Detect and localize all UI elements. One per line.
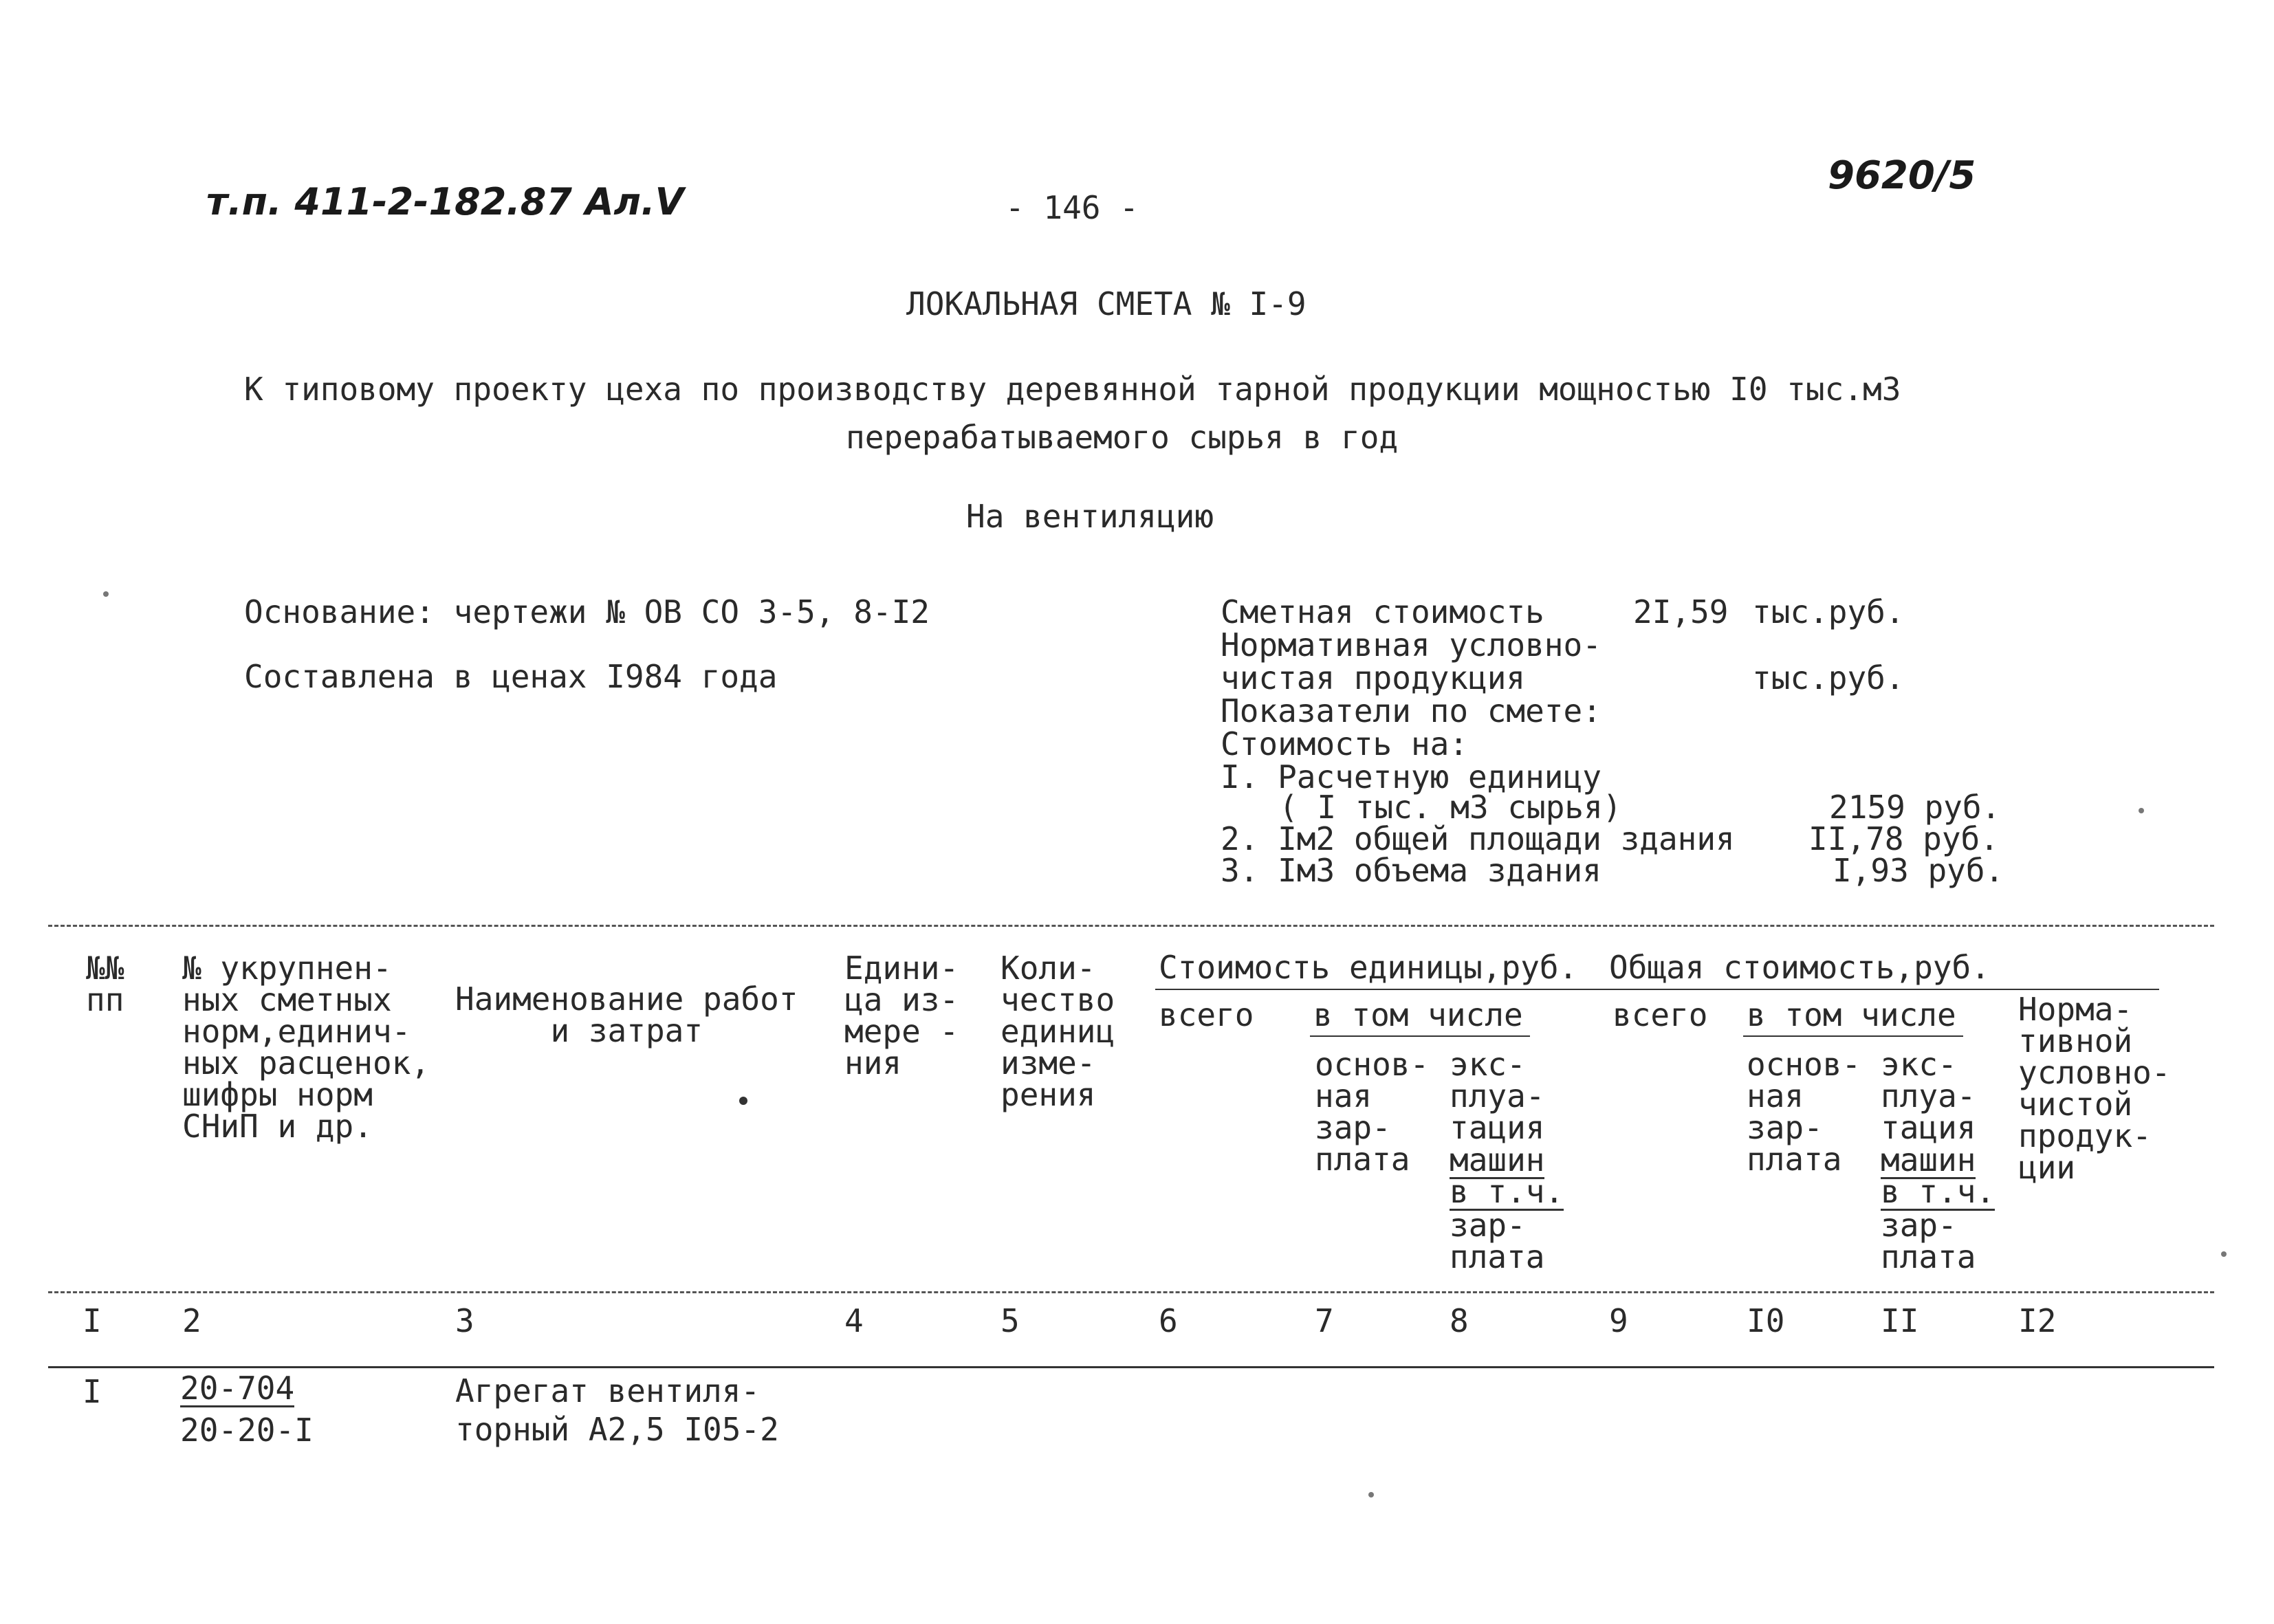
- scan-speck: [103, 591, 109, 597]
- header-unit-including: в том числе: [1313, 996, 1523, 1033]
- header-unit-machines-incl: в т.ч.: [1450, 1173, 1564, 1210]
- header-unit: Едини- ца из- мере - ния: [844, 950, 959, 1082]
- header-total-machines-salary: зар- плата: [1881, 1207, 1976, 1275]
- header-unit-base-salary: основ- ная зар- плата: [1315, 1046, 1430, 1178]
- header-total-base-salary: основ- ная зар- плата: [1747, 1046, 1861, 1178]
- header-total-cost-group: Общая стоимость,руб.: [1609, 949, 1990, 986]
- cost-group-rule: [1155, 989, 2159, 990]
- column-number: I0: [1747, 1302, 1785, 1339]
- header-total-machines-top: экс- плуа- тация: [1881, 1046, 1976, 1146]
- header-unit-machines: машин: [1450, 1141, 1545, 1178]
- norm-product-label-2: чистая продукция: [1221, 659, 1526, 696]
- basis-drawings: Основание: чертежи № ОВ СО 3-5, 8-I2: [244, 593, 930, 630]
- price-basis: Составлена в ценах I984 года: [244, 658, 778, 695]
- indicator-3-value: I,93 руб.: [1833, 852, 2004, 889]
- header-work-name: Наименование работ и затрат: [455, 980, 798, 1049]
- object-name: На вентиляцию: [966, 498, 1214, 535]
- row-number: I: [83, 1373, 102, 1410]
- table-top-rule: [48, 925, 2214, 927]
- column-number: II: [1881, 1302, 1919, 1339]
- unit-including-rule: [1310, 1035, 1530, 1037]
- header-norm-product: Норма- тивной условно- чистой продук- ции: [2018, 991, 2171, 1186]
- row-code-bottom: 20-20-I: [180, 1412, 314, 1449]
- project-code: т.п. 411-2-182.87 Ал.V: [206, 180, 684, 223]
- header-norm-codes: № укрупнен- ных сметных норм,единич- ных расценок, шифры норм СНиП и др.: [182, 950, 430, 1145]
- estimated-cost-unit: тыс.руб.: [1752, 593, 1905, 630]
- indicator-2-value: II,78 руб.: [1808, 820, 1999, 857]
- header-total-including: в том числе: [1747, 996, 1956, 1033]
- column-number: 5: [1001, 1302, 1020, 1339]
- indicator-1-label: I. Расчетную единицу: [1221, 758, 1601, 795]
- header-quantity: Коли- чество единиц изме- рения: [1001, 950, 1115, 1113]
- scan-speck: [739, 1097, 747, 1105]
- indicator-3-label: 3. Iм3 объема здания: [1221, 852, 1601, 889]
- header-unit-machines-top: экс- плуа- тация: [1450, 1046, 1545, 1146]
- header-total-machines: машин: [1881, 1141, 1976, 1178]
- header-unit-machines-salary: зар- плата: [1450, 1207, 1545, 1275]
- subtitle-line-1: К типовому проекту цеха по производству деревянной тарной продукции мощностью I0 тыс.м3: [244, 371, 1901, 408]
- column-number: 4: [844, 1302, 864, 1339]
- total-including-rule: [1743, 1035, 1963, 1037]
- estimate-title: ЛОКАЛЬНАЯ СМЕТА № I-9: [906, 285, 1307, 322]
- column-number: 9: [1609, 1302, 1628, 1339]
- indicator-1-value: 2159 руб.: [1829, 789, 2001, 826]
- column-number: 7: [1315, 1302, 1334, 1339]
- column-number: I2: [2018, 1302, 2057, 1339]
- indicator-1-sublabel: ( I тыс. м3 сырья): [1279, 789, 1622, 826]
- page-number: - 146 -: [1005, 189, 1139, 226]
- norm-product-label-1: Нормативная условно-: [1221, 626, 1601, 663]
- indicators-label: Показатели по смете:: [1221, 692, 1601, 729]
- header-total-total: всего: [1612, 996, 1708, 1033]
- estimated-cost-label: Сметная стоимость: [1221, 593, 1544, 630]
- column-number: 3: [455, 1302, 474, 1339]
- row-code-top: 20-704: [180, 1370, 295, 1407]
- column-number: 2: [182, 1302, 201, 1339]
- header-row-number: №№ пп: [86, 950, 124, 1018]
- header-unit-cost-group: Стоимость единицы,руб.: [1159, 949, 1578, 986]
- header-unit-total: всего: [1159, 996, 1254, 1033]
- header-total-machines-incl: в т.ч.: [1881, 1173, 1996, 1210]
- estimated-cost-value: 2I,59: [1633, 593, 1729, 630]
- scan-speck: [2221, 1251, 2227, 1257]
- indicator-2-label: 2. Iм2 общей площади здания: [1221, 820, 1735, 857]
- scan-speck: [2139, 808, 2144, 813]
- header-bottom-rule: [48, 1291, 2214, 1293]
- column-number: I: [83, 1302, 102, 1339]
- column-numbers-rule: [48, 1366, 2214, 1368]
- column-number: 8: [1450, 1302, 1469, 1339]
- subtitle-line-2: перерабатываемого сырья в год: [846, 419, 1399, 456]
- document-code: 9620/5: [1828, 153, 1976, 198]
- cost-per-label: Стоимость на:: [1221, 725, 1469, 762]
- scan-speck: [1368, 1492, 1374, 1497]
- row-work-name: Агрегат вентиля- торный А2,5 I05-2: [455, 1372, 779, 1448]
- norm-product-unit: тыс.руб.: [1752, 659, 1905, 696]
- column-number: 6: [1159, 1302, 1178, 1339]
